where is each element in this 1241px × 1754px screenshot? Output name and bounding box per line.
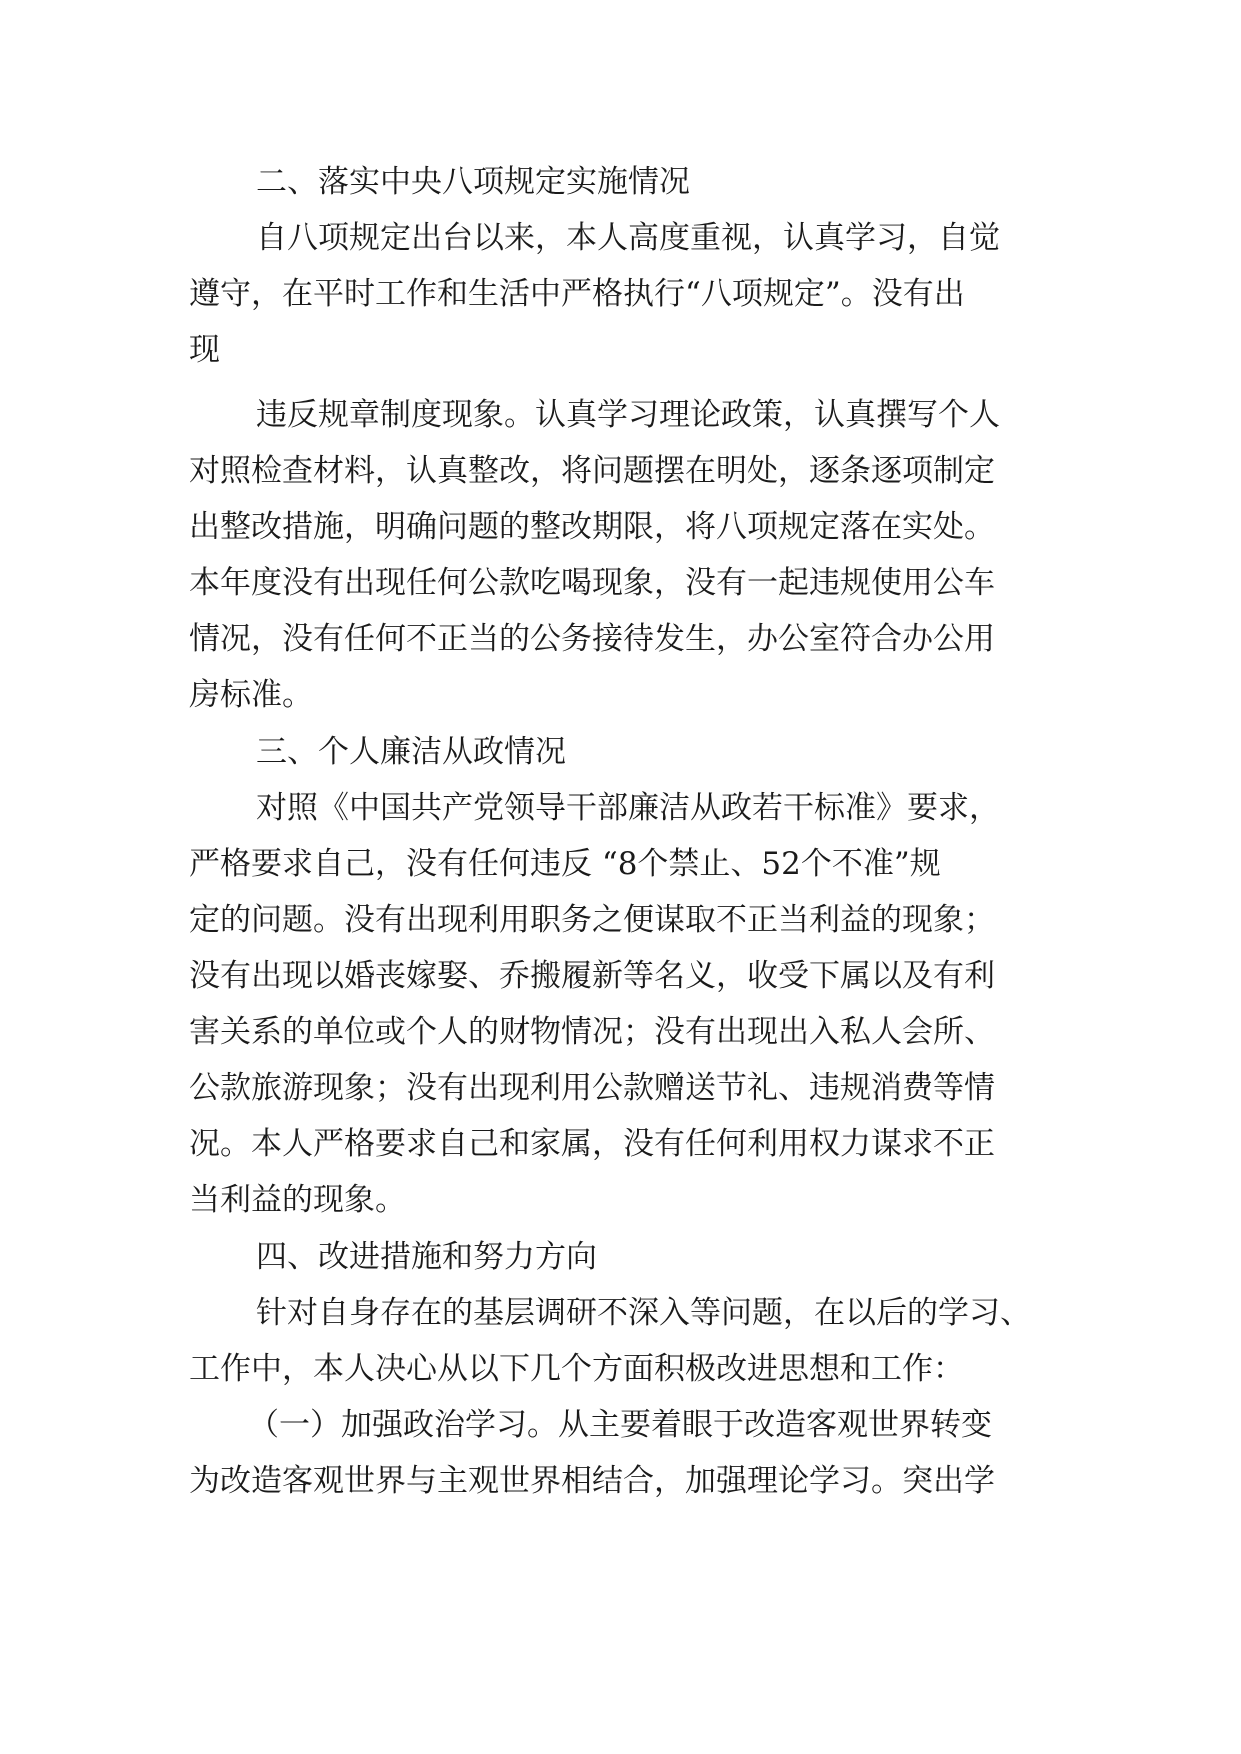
paragraph-line: 自八项规定出台以来，本人高度重视，认真学习，自觉 [256,220,1000,256]
paragraph-line: 害关系的单位或个人的财物情况；没有出现出入私人会所、 [189,1014,995,1050]
paragraph-line: 定的问题。没有出现利用职务之便谋取不正当利益的现象； [189,902,995,938]
paragraph-line: 情况，没有任何不正当的公务接待发生，办公室符合办公用 [189,621,995,657]
paragraph-line: 公款旅游现象；没有出现利用公款赠送节礼、违规消费等情 [189,1070,995,1106]
paragraph-line: 针对自身存在的基层调研不深入等问题，在以后的学习、 [256,1295,1031,1331]
paragraph-line: 遵守，在平时工作和生活中严格执行“八项规定”。没有出 [189,276,965,312]
section-heading-3: 三、个人廉洁从政情况 [256,734,566,770]
paragraph-line: 现 [189,332,220,368]
section-heading-4: 四、改进措施和努力方向 [256,1239,597,1275]
paragraph-line: 工作中，本人决心从以下几个方面积极改进思想和工作： [189,1351,964,1387]
paragraph-line: 出整改措施，明确问题的整改期限，将八项规定落在实处。 [189,509,995,545]
paragraph-line: 当利益的现象。 [189,1182,406,1218]
paragraph-line: 房标准。 [189,677,313,713]
section-heading-2: 二、落实中央八项规定实施情况 [256,164,690,200]
paragraph-line: 违反规章制度现象。认真学习理论政策，认真撰写个人 [256,397,1000,433]
subsection-line: （一）加强政治学习。从主要着眼于改造客观世界转变 [248,1407,992,1443]
paragraph-line: 对照《中国共产党领导干部廉洁从政若干标准》要求， [256,790,1000,826]
paragraph-line: 对照检查材料，认真整改，将问题摆在明处，逐条逐项制定 [189,453,995,489]
paragraph-line: 为改造客观世界与主观世界相结合，加强理论学习。突出学 [189,1463,995,1499]
paragraph-line: 严格要求自己，没有任何违反 “8个禁止、52个不准”规 [189,846,941,882]
paragraph-line: 本年度没有出现任何公款吃喝现象，没有一起违规使用公车 [189,565,995,601]
paragraph-line: 没有出现以婚丧嫁娶、乔搬履新等名义，收受下属以及有利 [189,958,995,994]
paragraph-line: 况。本人严格要求自己和家属，没有任何利用权力谋求不正 [189,1126,995,1162]
